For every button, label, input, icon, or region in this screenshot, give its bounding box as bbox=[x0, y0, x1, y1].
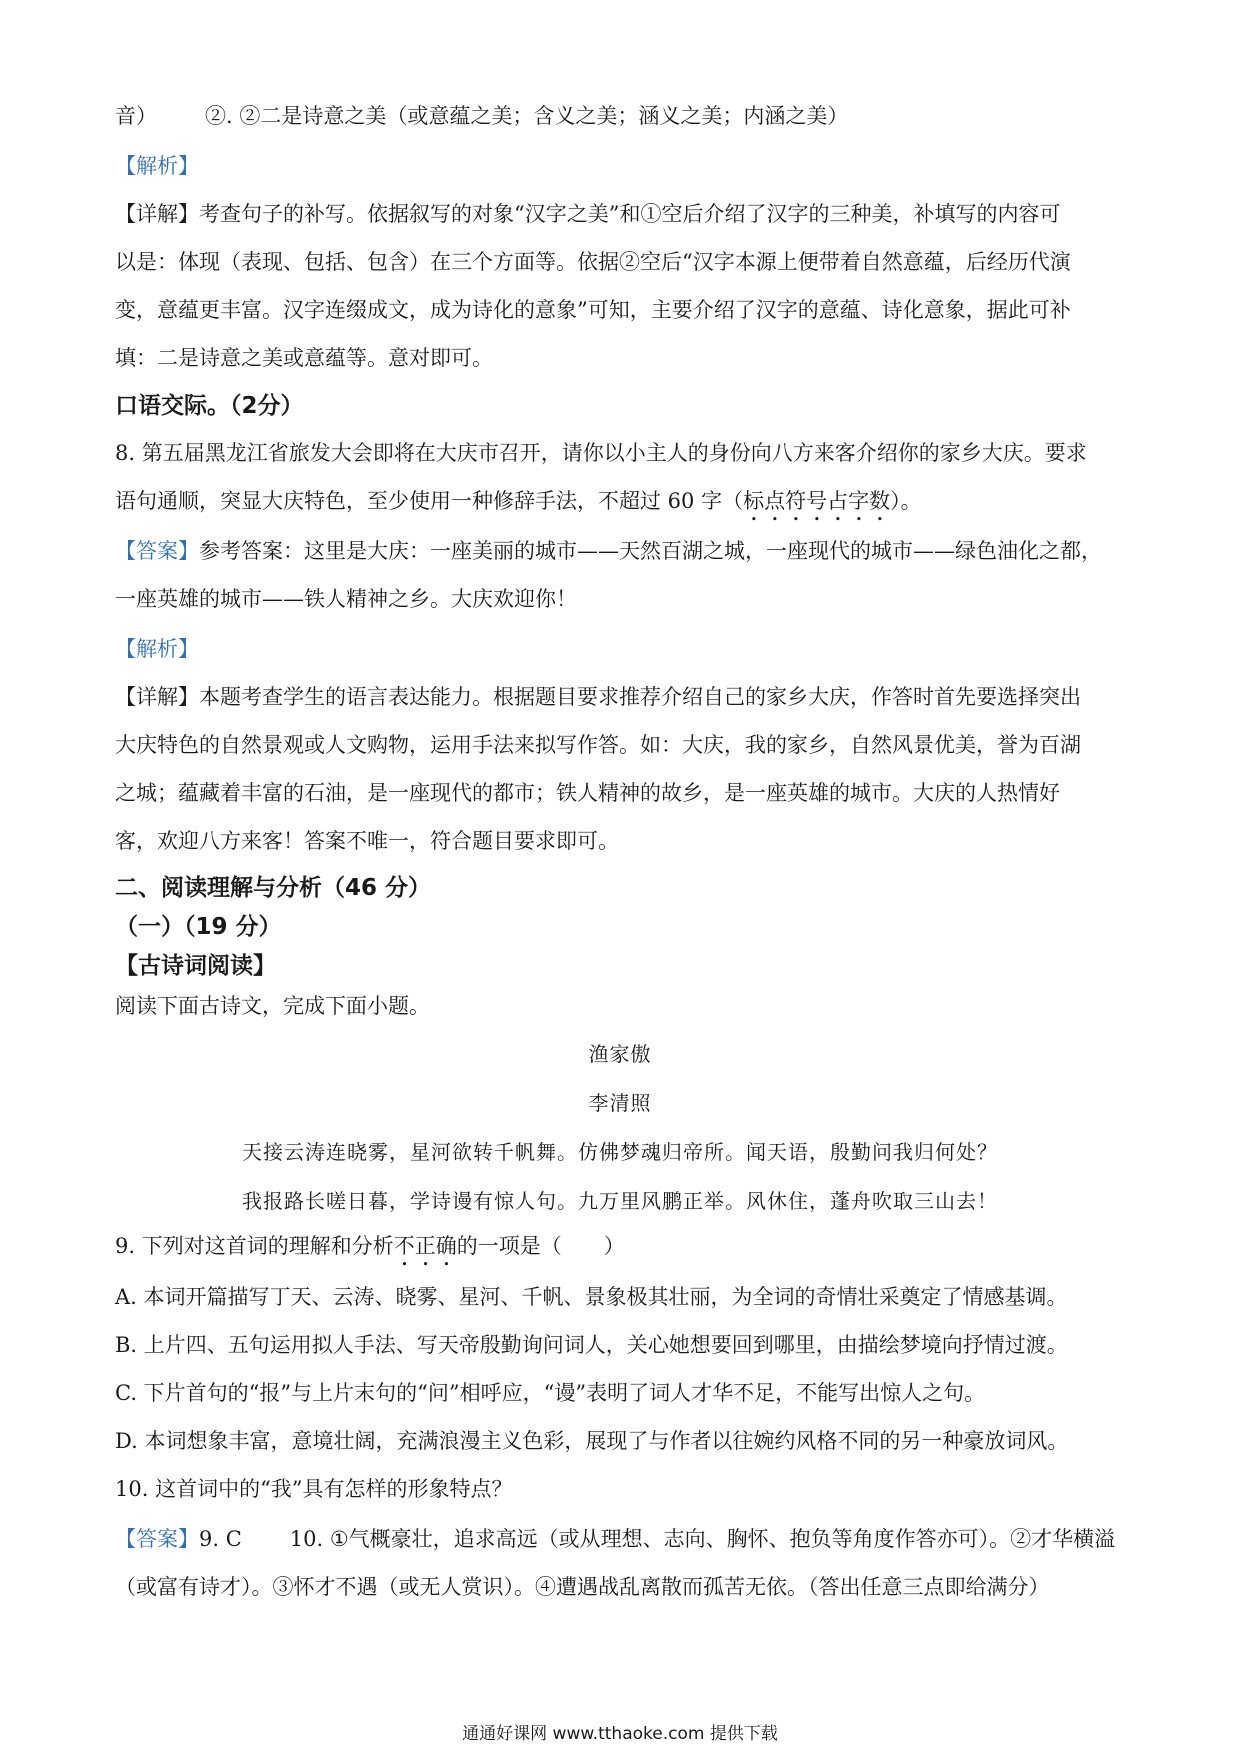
answer-9-10-line2: （或富有诗才）。③怀才不遇（或无人赏识）。④遭遇战乱离散而孤苦无依。（答出任意三点即给满分） bbox=[115, 1575, 1050, 1599]
answer-continuation: 音） ②. ②二是诗意之美（或意蕴之美；含义之美；涵义之美；内涵之美） bbox=[115, 104, 849, 128]
question-8: 8. 第五届黑龙江省旅发大会即将在大庆市召开，请你以小主人的身份向八方来客介绍你的家乡大庆。要求 bbox=[115, 441, 1087, 465]
poem-title: 渔家傲 bbox=[588, 1042, 652, 1066]
reading-instruction: 阅读下面古诗文，完成下面小题。 bbox=[115, 994, 430, 1018]
answer-8-line2: 一座英雄的城市——铁人精神之乡。大庆欢迎你！ bbox=[115, 587, 577, 611]
section-heading-reading: 二、阅读理解与分析（46 分） bbox=[115, 875, 432, 901]
option-d: D. 本词想象丰富，意境壮阔，充满浪漫主义色彩，展现了与作者以往婉约风格不同的另一种豪放词风。 bbox=[115, 1429, 1069, 1453]
poem-line-1: 天接云涛连晓雾，星河欲转千帆舞。仿佛梦魂归帝所。闻天语，殷勤问我归何处？ bbox=[242, 1140, 998, 1164]
poem-line-2: 我报路长嗟日暮，学诗谩有惊人句。九万里风鹏正举。风休住，蓬舟吹取三山去！ bbox=[242, 1189, 998, 1213]
poetry-heading: 【古诗词阅读】 bbox=[115, 953, 276, 979]
question-9: 9. 下列对这首词的理解和分析不正确的一项是（ ） bbox=[115, 1234, 625, 1258]
subsection-heading: （一）（19 分） bbox=[115, 914, 282, 940]
question-10: 10. 这首词中的“我”具有怎样的形象特点？ bbox=[115, 1477, 513, 1501]
detail-para-2-line2: 大庆特色的自然景观或人文购物，运用手法来拟写作答。如：大庆，我的家乡，自然风景优美，誉为百湖 bbox=[115, 733, 1081, 757]
option-a: A. 本词开篇描写丁天、云涛、晓雾、星河、千帆、景象极其壮丽，为全词的奇情壮采奠定了情感基调。 bbox=[115, 1285, 1068, 1309]
option-c: C. 下片首句的“报”与上片末句的“问”相呼应，“谩”表明了词人才华不足，不能写出惊人之句。 bbox=[115, 1381, 986, 1405]
option-b: B. 上片四、五句运用拟人手法、写天帝殷勤询问词人，关心她想要回到哪里，由描绘梦境向抒情过渡。 bbox=[115, 1333, 1068, 1357]
detail-para-2-line3: 之城；蕴藏着丰富的石油，是一座现代的都市；铁人精神的故乡，是一座英雄的城市。大庆的人热情好 bbox=[115, 781, 1060, 805]
analysis-tag: 【解析】 bbox=[115, 154, 199, 178]
poem-author: 李清照 bbox=[588, 1091, 652, 1115]
detail-para-2: 【详解】本题考查学生的语言表达能力。根据题目要求推荐介绍自己的家乡大庆，作答时首先要选择突出 bbox=[115, 685, 1081, 709]
analysis-tag-2: 【解析】 bbox=[115, 637, 199, 661]
answer-8: 【答案】参考答案：这里是大庆：一座美丽的城市——天然百湖之城，一座现代的城市——绿色油化之都， bbox=[115, 539, 1102, 563]
detail-para-1: 【详解】考查句子的补写。依据叙写的对象“汉字之美”和①空后介绍了汉字的三种美，补填写的内容可 bbox=[115, 202, 1061, 226]
detail-para-2-line4: 客，欢迎八方来客！答案不唯一，符合题目要求即可。 bbox=[115, 829, 619, 853]
detail-para-1-line2: 以是：体现（表现、包括、包含）在三个方面等。依据②空后“汉字本源上便带着自然意蕴，后经历代演 bbox=[115, 250, 1071, 274]
question-8-line2: 语句通顺，突显大庆特色，至少使用一种修辞手法，不超过 60 字（标点符号占字数）。 bbox=[115, 489, 922, 513]
answer-9-10: 【答案】9. C 10. ①气概豪壮，追求高远（或从理想、志向、胸怀、抱负等角度作答亦可）。②才华横溢 bbox=[115, 1527, 1116, 1551]
detail-para-1-line3: 变，意蕴更丰富。汉字连缀成文，成为诗化的意象”可知，主要介绍了汉字的意蕴、诗化意象，据此可补 bbox=[115, 298, 1071, 322]
section-heading-oral: 口语交际。（2分） bbox=[115, 393, 304, 419]
footer-credit: 通通好课网 www.tthaoke.com 提供下载 bbox=[462, 1724, 778, 1744]
detail-para-1-line4: 填：二是诗意之美或意蕴等。意对即可。 bbox=[115, 346, 493, 370]
